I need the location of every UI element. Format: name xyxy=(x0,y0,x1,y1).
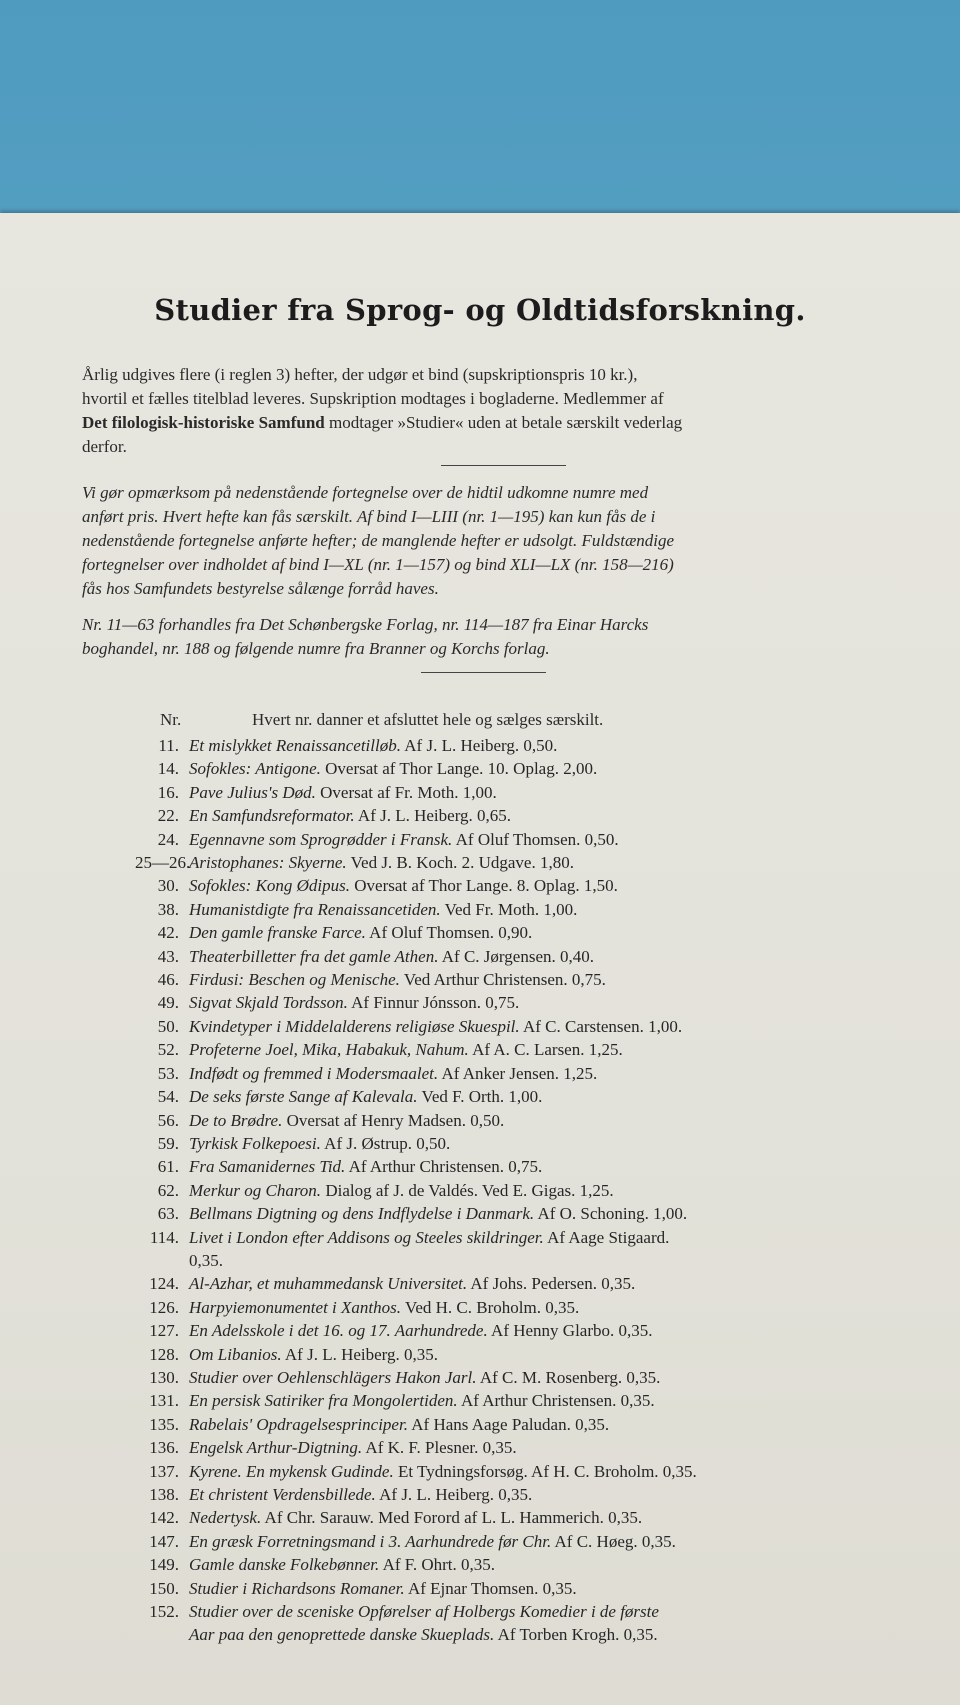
item-title: Profeterne Joel, Mika, Habakuk, Nahum. xyxy=(189,1040,469,1060)
item-title: Fra Samanidernes Tid. xyxy=(189,1157,346,1177)
item-text xyxy=(189,1038,623,1061)
item-details: Af Arthur Christensen. 0,75. xyxy=(345,1157,543,1177)
item-title: En persisk Satiriker fra Mongolertiden. xyxy=(189,1391,458,1411)
item-title: Sofokles: Kong Ødipus. xyxy=(189,876,351,896)
item-number: 126. xyxy=(149,1297,179,1317)
item-text xyxy=(189,757,597,780)
item-number: 142. xyxy=(149,1508,179,1528)
item-number: 127. xyxy=(149,1321,179,1341)
item-title: Bellmans Digtning og dens Indflydelse i Danmark. xyxy=(189,1204,535,1224)
item-details: Ved J. B. Koch. 2. Udgave. 1,80. xyxy=(346,853,574,873)
item-number: 114. xyxy=(149,1227,179,1247)
item-details: Af Torben Krogh. 0,35. xyxy=(494,1625,658,1645)
notice-paragraph xyxy=(82,481,890,601)
item-title: Engelsk Arthur-Digtning. xyxy=(189,1438,363,1458)
item-number: 22. xyxy=(157,806,179,826)
divider xyxy=(441,465,566,466)
item-title: Pave Julius's Død. xyxy=(189,782,316,802)
item-details: Oversat af Fr. Moth. 1,00. xyxy=(315,782,497,802)
item-title: Studier over de sceniske Opførelser af Holbergs Komedier i de første xyxy=(189,1602,659,1622)
item-title: Kyrene. En mykensk Gudinde. xyxy=(189,1461,394,1481)
item-title: Theaterbilletter fra det gamle Athen. xyxy=(189,946,439,966)
item-number: 149. xyxy=(149,1555,179,1575)
list-item xyxy=(135,945,915,968)
item-number: 24. xyxy=(157,829,179,849)
item-details: Af C. Carstensen. 1,00. xyxy=(519,1016,683,1036)
item-number: 137. xyxy=(149,1461,179,1481)
list-item xyxy=(135,1506,915,1529)
item-title: Firdusi: Beschen og Menische. xyxy=(189,970,400,990)
list-item xyxy=(135,828,915,851)
catalogue-page xyxy=(0,213,960,1705)
item-text xyxy=(189,1155,542,1178)
item-number: 54. xyxy=(157,1087,179,1107)
list-item xyxy=(135,1366,915,1389)
list-item xyxy=(135,1436,915,1459)
item-title: Indfødt og fremmed i Modersmaalet. xyxy=(189,1063,439,1083)
item-title: Et christent Verdensbillede. xyxy=(189,1485,376,1504)
item-number: 131. xyxy=(149,1391,179,1411)
item-title: En græsk Forretningsmand i 3. Aarhundrede før Chr. xyxy=(189,1531,552,1551)
item-text xyxy=(189,1109,504,1132)
list-item xyxy=(135,851,915,874)
item-title: Nedertysk. xyxy=(189,1508,262,1528)
list-item xyxy=(135,1530,915,1553)
list-item xyxy=(135,1038,915,1061)
item-number xyxy=(135,1249,189,1272)
item-title: En Samfundsreformator. xyxy=(189,806,355,826)
intro-line: hvortil et fælles titelblad leveres. Supskription modtages i bogladerne. Medlemmer af xyxy=(82,389,664,408)
item-number: 63. xyxy=(157,1204,179,1224)
item-number: 62. xyxy=(157,1180,179,1200)
list-item xyxy=(135,1600,915,1623)
item-text xyxy=(189,1015,682,1038)
list-item xyxy=(135,1553,915,1576)
item-text xyxy=(189,921,532,944)
item-details: Oversat af Thor Lange. 8. Oplag. 1,50. xyxy=(350,876,618,896)
list-item xyxy=(135,781,915,804)
item-details: Af Anker Jensen. 1,25. xyxy=(438,1063,598,1083)
item-number: 50. xyxy=(157,1016,179,1036)
list-item xyxy=(135,1202,915,1225)
list-item xyxy=(135,804,915,827)
item-text xyxy=(189,1553,495,1576)
list-item xyxy=(135,1296,915,1319)
list-item xyxy=(135,1132,915,1155)
list-item xyxy=(135,898,915,921)
list-item xyxy=(135,1155,915,1178)
item-number: 25—26. xyxy=(135,853,191,873)
item-text xyxy=(189,1577,577,1600)
item-details: Af J. L. Heiberg. 0,35. xyxy=(375,1485,533,1504)
notice-line: Vi gør opmærksom på nedenstående fortegnelse over de hidtil udkomne numre med xyxy=(82,483,649,502)
item-title: Egennavne som Sprogrødder i Fransk. xyxy=(189,829,453,849)
item-number: 59. xyxy=(157,1133,179,1153)
notice-line: fås hos Samfundets bestyrelse sålænge forråd haves. xyxy=(82,579,439,598)
intro-line-rest: modtager »Studier« uden at betale særskilt vederlag xyxy=(324,413,683,432)
item-details: Af J. Østrup. 0,50. xyxy=(320,1133,451,1153)
item-title: Studier i Richardsons Romaner. xyxy=(189,1578,405,1598)
item-text xyxy=(189,1413,609,1436)
item-details: Af C. Jørgensen. 0,40. xyxy=(438,946,594,966)
list-item xyxy=(135,921,915,944)
item-number: 136. xyxy=(149,1438,179,1458)
publishers-paragraph xyxy=(82,613,890,661)
list-item xyxy=(135,1015,915,1038)
item-number: 56. xyxy=(157,1110,179,1130)
intro-line xyxy=(82,411,890,435)
item-number: 150. xyxy=(149,1578,179,1598)
item-number: 138. xyxy=(149,1485,179,1504)
item-number: 61. xyxy=(157,1157,179,1177)
item-text xyxy=(189,1202,687,1225)
item-text xyxy=(189,851,574,874)
item-details: Af Johs. Pedersen. 0,35. xyxy=(467,1274,636,1294)
item-number: 128. xyxy=(149,1344,179,1364)
item-number: 52. xyxy=(157,1040,179,1060)
item-details: Af J. L. Heiberg. 0,50. xyxy=(400,736,558,755)
item-number: 11. xyxy=(158,736,179,755)
item-title: Aristophanes: Skyerne. xyxy=(189,853,347,873)
publication-list xyxy=(135,734,915,1647)
item-title: Gamle danske Folkebønner. xyxy=(189,1555,380,1575)
item-number: 49. xyxy=(157,993,179,1013)
item-text xyxy=(189,1366,660,1389)
list-item xyxy=(135,1249,915,1272)
item-title: Tyrkisk Folkepoesi. xyxy=(189,1133,321,1153)
item-title: Merkur og Charon. xyxy=(189,1180,322,1200)
item-number: 135. xyxy=(149,1414,179,1434)
intro-line: derfor. xyxy=(82,437,127,456)
item-title: Humanistdigte fra Renaissancetiden. xyxy=(189,899,441,919)
item-number: 16. xyxy=(157,782,179,802)
list-item xyxy=(135,1389,915,1412)
item-text xyxy=(189,1436,517,1459)
item-details: Af F. Ohrt. 0,35. xyxy=(379,1555,496,1575)
item-details: 0,35. xyxy=(189,1250,223,1270)
item-title: Livet i London efter Addisons og Steeles skildringer. xyxy=(189,1227,544,1247)
list-header xyxy=(160,710,603,730)
item-title: Rabelais' Opdragelsesprinciper. xyxy=(189,1414,408,1434)
item-text xyxy=(189,1226,669,1249)
item-text xyxy=(189,1506,642,1529)
list-item xyxy=(135,1319,915,1342)
item-details: Af K. F. Plesner. 0,35. xyxy=(362,1438,517,1458)
list-note: Hvert nr. danner et afsluttet hele og sælges særskilt. xyxy=(252,710,604,729)
item-details: Af Aage Stigaard. xyxy=(543,1227,670,1247)
item-number: 130. xyxy=(149,1367,179,1387)
item-text xyxy=(189,1600,659,1623)
item-text xyxy=(189,968,606,991)
list-item xyxy=(135,1483,915,1506)
item-text xyxy=(189,898,577,921)
item-text xyxy=(189,1132,450,1155)
item-text xyxy=(189,1623,658,1646)
item-title: Den gamle franske Farce. xyxy=(189,923,366,943)
item-title: Et mislykket Renaissancetilløb. xyxy=(189,736,401,755)
item-text xyxy=(189,1343,438,1366)
item-text xyxy=(189,781,497,804)
item-details: Af Oluf Thomsen. 0,90. xyxy=(365,923,533,943)
page-title: Studier fra Sprog- og Oldtidsforskning. xyxy=(154,293,806,327)
item-title: De seks første Sange af Kalevala. xyxy=(189,1087,418,1107)
item-text xyxy=(189,1272,635,1295)
item-details: Af Henny Glarbo. 0,35. xyxy=(487,1321,653,1341)
notice-line: nedenstående fortegnelse anførte hefter; de manglende hefter er udsolgt. Fuldstændige xyxy=(82,531,675,550)
list-item xyxy=(135,1085,915,1108)
item-details: Af Hans Aage Paludan. 0,35. xyxy=(407,1414,610,1434)
item-details: Ved F. Orth. 1,00. xyxy=(417,1087,543,1107)
list-item xyxy=(135,1413,915,1436)
item-details: Af J. L. Heiberg. 0,35. xyxy=(281,1344,439,1364)
item-text xyxy=(189,1460,697,1483)
item-title: Sigvat Skjald Tordsson. xyxy=(189,993,348,1013)
intro-line: Årlig udgives flere (i reglen 3) hefter, der udgør et bind (supskriptionspris 10 kr.), xyxy=(82,365,638,384)
item-text xyxy=(189,804,511,827)
divider xyxy=(421,672,546,673)
item-number xyxy=(135,1623,189,1646)
item-text xyxy=(189,1389,655,1412)
item-details: Af A. C. Larsen. 1,25. xyxy=(468,1040,623,1060)
item-text xyxy=(189,734,557,757)
item-number: 46. xyxy=(157,970,179,990)
list-item xyxy=(135,734,915,757)
item-text xyxy=(189,828,619,851)
item-details: Af Oluf Thomsen. 0,50. xyxy=(452,829,619,849)
list-item xyxy=(135,757,915,780)
item-details: Af Arthur Christensen. 0,35. xyxy=(457,1391,655,1411)
item-text xyxy=(189,1249,223,1272)
item-details: Ved Fr. Moth. 1,00. xyxy=(440,899,578,919)
publishers-line: Nr. 11—63 forhandles fra Det Schønbergske Forlag, nr. 114—187 fra Einar Harcks xyxy=(82,615,649,634)
list-item xyxy=(135,1272,915,1295)
item-details: Oversat af Thor Lange. 10. Oplag. 2,00. xyxy=(320,759,598,779)
society-name: Det filologisk-historiske Samfund xyxy=(82,413,325,432)
list-item xyxy=(135,968,915,991)
item-details: Oversat af Henry Madsen. 0,50. xyxy=(282,1110,505,1130)
item-text xyxy=(189,991,519,1014)
item-text xyxy=(189,1530,676,1553)
intro-paragraph xyxy=(82,363,890,459)
item-title: Kvindetyper i Middelalderens religiøse Skuespil. xyxy=(189,1016,520,1036)
list-item xyxy=(135,874,915,897)
item-title: En Adelsskole i det 16. og 17. Aarhundrede. xyxy=(189,1321,488,1341)
notice-line: anført pris. Hvert hefte kan fås særskilt. Af bind I—LIII (nr. 1—195) kan kun fås de i xyxy=(82,507,656,526)
nr-label: Nr. xyxy=(160,710,182,729)
item-details: Af J. L. Heiberg. 0,65. xyxy=(354,806,512,826)
list-item xyxy=(135,1226,915,1249)
item-title: De to Brødre. xyxy=(189,1110,283,1130)
item-number: 42. xyxy=(157,923,179,943)
item-text xyxy=(189,1062,597,1085)
list-item xyxy=(135,1179,915,1202)
item-title: Sofokles: Antigone. xyxy=(189,759,321,779)
item-details: Ved Arthur Christensen. 0,75. xyxy=(399,970,606,990)
item-text xyxy=(189,1319,653,1342)
item-details: Af Chr. Sarauw. Med Forord af L. L. Hammerich. 0,35. xyxy=(261,1508,643,1528)
item-number: 38. xyxy=(157,899,179,919)
item-details: Af C. M. Rosenberg. 0,35. xyxy=(476,1367,661,1387)
item-title: Harpyiemonumentet i Xanthos. xyxy=(189,1297,401,1317)
item-text xyxy=(189,1296,579,1319)
list-item xyxy=(135,1460,915,1483)
item-details: Af O. Schoning. 1,00. xyxy=(534,1204,688,1224)
item-text xyxy=(189,1085,542,1108)
item-text xyxy=(189,874,618,897)
item-title: Al-Azhar, et muhammedansk Universitet. xyxy=(189,1274,468,1294)
item-title: Aar paa den genoprettede danske Skueplads. xyxy=(189,1625,495,1645)
item-number: 147. xyxy=(149,1531,179,1551)
item-details: Af Ejnar Thomsen. 0,35. xyxy=(404,1578,577,1598)
item-text xyxy=(189,1179,614,1202)
item-title: Om Libanios. xyxy=(189,1344,282,1364)
item-number: 53. xyxy=(157,1063,179,1083)
item-details: Dialog af J. de Valdés. Ved E. Gigas. 1,25. xyxy=(321,1180,614,1200)
list-item xyxy=(135,1109,915,1132)
list-item xyxy=(135,1062,915,1085)
item-number: 152. xyxy=(149,1602,179,1622)
list-item xyxy=(135,1343,915,1366)
item-details: Et Tydningsforsøg. Af H. C. Broholm. 0,35. xyxy=(393,1461,697,1481)
item-number: 30. xyxy=(157,876,179,896)
item-number: 14. xyxy=(157,759,179,779)
item-details: Af C. Høeg. 0,35. xyxy=(551,1531,676,1551)
item-text xyxy=(189,945,594,968)
item-title: Studier over Oehlenschlägers Hakon Jarl. xyxy=(189,1367,477,1387)
notice-line: fortegnelser over indholdet af bind I—XL (nr. 1—157) og bind XLI—LX (nr. 158—216) xyxy=(82,555,674,574)
list-item xyxy=(135,1623,915,1646)
item-details: Af Finnur Jónsson. 0,75. xyxy=(347,993,520,1013)
item-text xyxy=(189,1483,532,1506)
list-item xyxy=(135,1577,915,1600)
item-number: 124. xyxy=(149,1274,179,1294)
list-item xyxy=(135,991,915,1014)
item-number: 43. xyxy=(157,946,179,966)
item-details: Ved H. C. Broholm. 0,35. xyxy=(401,1297,580,1317)
publishers-line: boghandel, nr. 188 og følgende numre fra Branner og Korchs forlag. xyxy=(82,639,550,658)
